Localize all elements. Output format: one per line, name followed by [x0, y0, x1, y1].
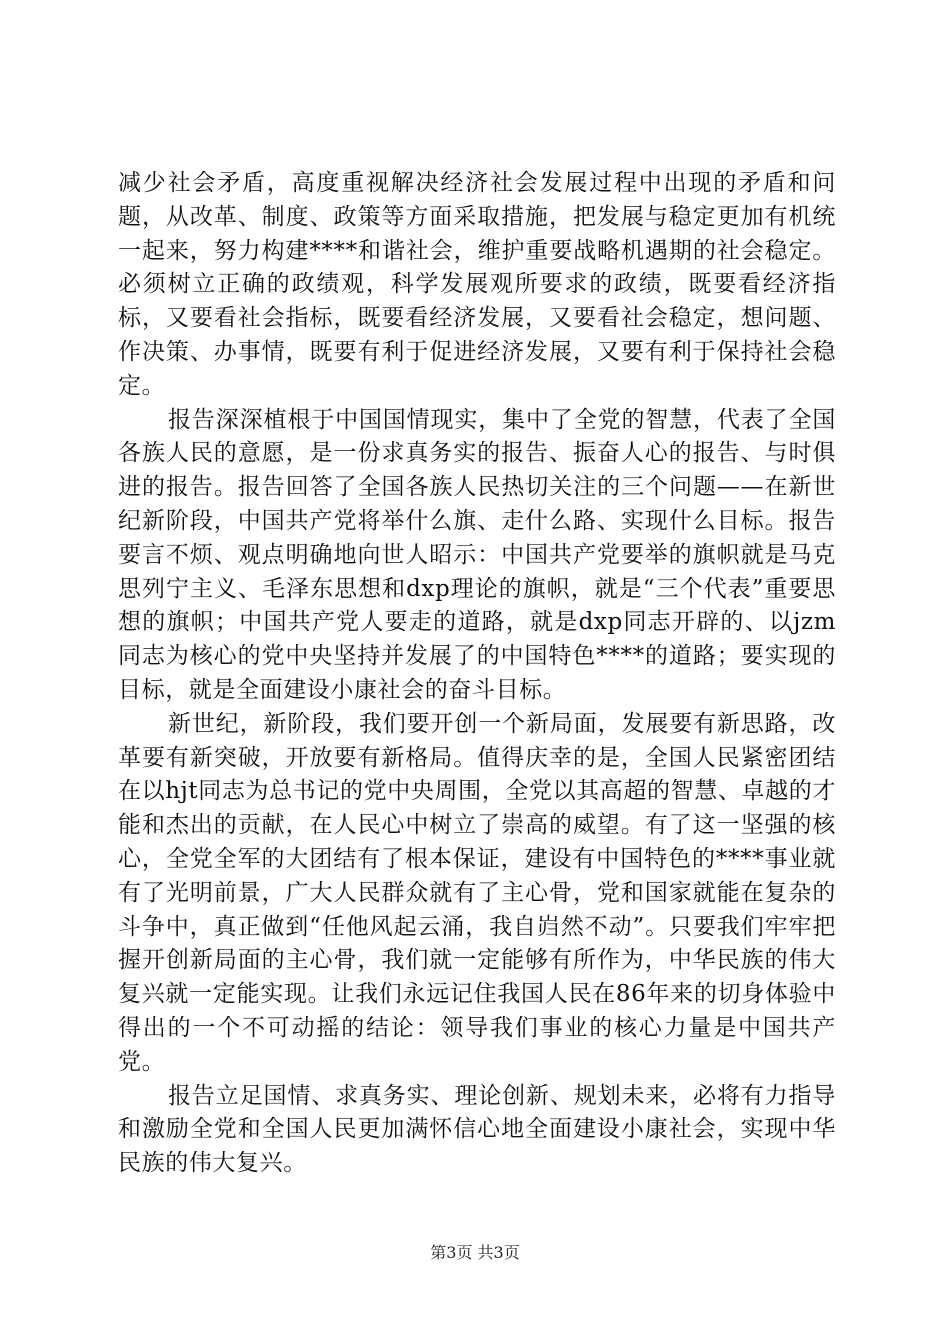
paragraph-4: 报告立足国情、求真务实、理论创新、规划未来，必将有力指导和激励全党和全国人民更加满怀信心地全面建设小康社会，实现中华民族的伟大复兴。	[118, 1082, 836, 1177]
page-number-footer: 第3页 共3页	[430, 1243, 520, 1262]
paragraph-2: 报告深深植根于中国国情现实，集中了全党的智慧，代表了全国各族人民的意愿，是一份求真务实的报告、振奋人心的报告、与时俱进的报告。报告回答了全国各族人民热切关注的三个问题——在新世纪新阶段，中国共产党将举什么旗、走什么路、实现什么目标。报告要言不烦、观点明确地向世人昭示：中国共产党要举的旗帜就是马克思列宁主义、毛泽东思想和dxp理论的旗帜，就是“三个代表”重要思想的旗帜；中国共产党人要走的道路，就是dxp同志开辟的、以jzm同志为核心的党中央坚持并发展了的中国特色****的道路；要实现的目标，就是全面建设小康社会的奋斗目标。	[118, 406, 836, 703]
paragraph-3: 新世纪，新阶段，我们要开创一个新局面，发展要有新思路，改革要有新突破，开放要有新格局。值得庆幸的是，全国人民紧密团结在以hjt同志为总书记的党中央周围，全党以其高超的智慧、卓越的才能和杰出的贡献，在人民心中树立了崇高的威望。有了这一坚强的核心，全党全军的大团结有了根本保证，建设有中国特色的****事业就有了光明前景，广大人民群众就有了主心骨，党和国家就能在复杂的斗争中，真正做到“任他风起云涌，我自岿然不动”。只要我们牢牢把握开创新局面的主心骨，我们就一定能够有所作为，中华民族的伟大复兴就一定能实现。让我们永远记住我国人民在86年来的切身体验中得出的一个不可动摇的结论：领导我们事业的核心力量是中国共产党。	[118, 710, 836, 1075]
document-body	[118, 167, 836, 1181]
paragraph-1: 减少社会矛盾，高度重视解决经济社会发展过程中出现的矛盾和问题，从改革、制度、政策等方面采取措施，把发展与稳定更加有机统一起来，努力构建****和谐社会，维护重要战略机遇期的社会稳定。必须树立正确的政绩观，科学发展观所要求的政绩，既要看经济指标，又要看社会指标，既要看经济发展，又要看社会稳定，想问题、作决策、办事情，既要有利于促进经济发展，又要有利于保持社会稳定。	[118, 170, 836, 399]
